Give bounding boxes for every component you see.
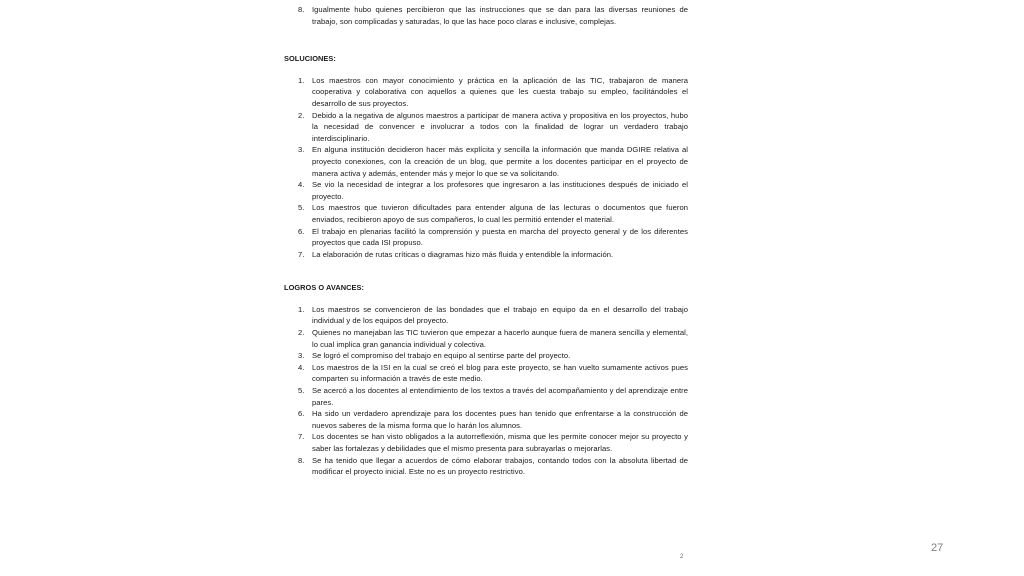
logros-heading: LOGROS O AVANCES: <box>284 283 364 293</box>
list-item <box>282 75 688 110</box>
list-item <box>282 110 688 145</box>
soluciones-list <box>282 75 688 261</box>
item-text: Los maestros que tuvieron dificultades para entender alguna de las lecturas o documentos que fueron enviados, recibieron apoyo de sus compañeros, lo cual les permitió entender el material. <box>312 203 688 224</box>
list-item <box>282 179 688 202</box>
item-number: 4. <box>298 180 305 190</box>
list-item <box>282 144 688 179</box>
item-text: Se acercó a los docentes al entendimiento de los textos a través del acompañamiento y del aprendizaje entre pares. <box>312 386 688 407</box>
list-item <box>282 304 688 327</box>
item-text: Se ha tenido que llegar a acuerdos de cómo elaborar trabajos, contando todos con la absoluta libertad de modificar el proyecto inicial. Este no es un proyecto restrictivo. <box>312 455 688 477</box>
item-text: Debido a la negativa de algunos maestros a participar de manera activa y propositiva en los proyectos, hubo la necesidad de convencer e involucrar a todos con la finalidad de lograr un verdadero trabajo interdisciplinario. <box>312 110 688 143</box>
item-number: 1. <box>298 304 305 314</box>
item-number: 7. <box>298 249 305 259</box>
item-number: 2. <box>298 110 305 120</box>
item-text: En alguna institución decidieron hacer más explícita y sencilla la información que manda DGIRE relativa al proyecto conexiones, con la creación de un blog, que permite a los docentes participar en el proyecto de manera activa y además, entender más y mejor lo que se va solicitando. <box>312 145 688 178</box>
item-number: 3. <box>298 145 305 155</box>
item-text: Igualmente hubo quienes percibieron que las instrucciones que se dan para las diversas reuniones de trabajo, son complicadas y saturadas, lo que las hace poco claras e inclusive, complejas. <box>312 5 688 26</box>
item-number: 5. <box>298 386 305 396</box>
list-item <box>282 362 688 385</box>
list-item <box>282 455 688 478</box>
item-number: 5. <box>298 203 305 213</box>
document-page <box>282 4 688 478</box>
item-text: Ha sido un verdadero aprendizaje para los docentes pues han tenido que enfrentarse a la construcción de nuevos saberes de la misma forma que lo harán los alumnos. <box>312 409 688 430</box>
item-text: Se logró el compromiso del trabajo en equipo al sentirse parte del proyecto. <box>312 351 571 361</box>
item-number: 6. <box>298 226 305 236</box>
item-number: 2. <box>298 328 305 338</box>
item-text: Los docentes se han visto obligados a la autorreflexión, misma que les permite conocer mejor su proyecto y saber las fortalezas y debilidades que el mismo presenta para subrayarlas o mejorarlas. <box>312 432 688 453</box>
top-list <box>282 4 688 27</box>
item-number: 1. <box>298 75 305 85</box>
list-item <box>282 327 688 350</box>
list-item <box>282 431 688 454</box>
item-text: Los maestros con mayor conocimiento y práctica en la aplicación de las TIC, trabajaron de manera cooperativa y colaborativa con aquellos a quienes que les cuesta trabajo su empleo, facilitándoles el desarrollo de sus proyectos. <box>312 75 688 108</box>
item-text: Quienes no manejaban las TIC tuvieron que empezar a hacerlo aunque fuera de manera sencilla y elemental, lo cual implica gran ganancia individual y colectiva. <box>312 328 688 349</box>
item-number: 6. <box>298 409 305 419</box>
item-text: El trabajo en plenarias facilitó la comprensión y puesta en marcha del proyecto general y de los diferentes proyectos que cada ISI propuso. <box>312 226 688 248</box>
item-text: Se vio la necesidad de integrar a los profesores que ingresaron a las instituciones después de iniciado el proyecto. <box>312 180 688 201</box>
slide-number: 27 <box>931 542 944 554</box>
page-number: 2 <box>680 554 684 560</box>
list-item <box>282 4 688 27</box>
list-item <box>282 226 688 249</box>
item-number: 8. <box>298 455 305 465</box>
item-number: 4. <box>298 362 305 372</box>
item-number: 8. <box>298 5 305 14</box>
list-item <box>282 408 688 431</box>
list-item <box>282 350 688 362</box>
list-item <box>282 202 688 225</box>
logros-list <box>282 304 688 478</box>
item-number: 3. <box>298 351 305 361</box>
item-number: 7. <box>298 432 305 442</box>
item-text: La elaboración de rutas críticas o diagramas hizo más fluida y entendible la información. <box>312 249 614 259</box>
list-item <box>282 385 688 408</box>
list-item <box>282 249 688 261</box>
item-text: Los maestros de la ISI en la cual se creó el blog para este proyecto, se han vuelto sumamente activos pues comparten su información a través de este medio. <box>312 362 688 384</box>
item-text: Los maestros se convencieron de las bondades que el trabajo en equipo da en el desarrollo del trabajo individual y de los equipos del proyecto. <box>312 304 688 326</box>
soluciones-heading: SOLUCIONES: <box>284 54 336 64</box>
